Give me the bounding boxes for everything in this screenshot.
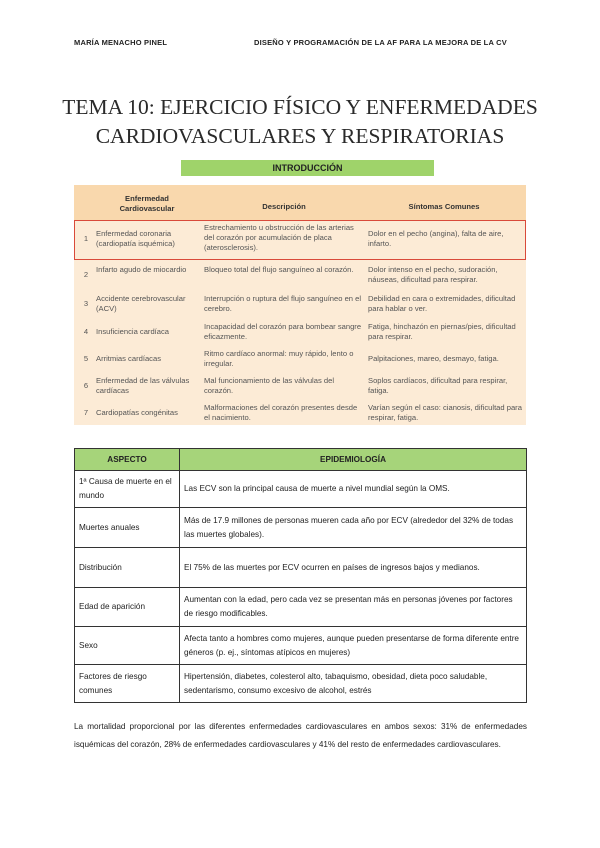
disease-name: Enfermedad de las válvulas cardíacas <box>96 376 190 395</box>
diseases-table <box>74 185 526 425</box>
header-epidemiologia: EPIDEMIOLOGÍA <box>180 449 527 471</box>
row-number: 2 <box>83 270 89 279</box>
row-highlight <box>74 220 526 260</box>
disease-description: Interrupción o ruptura del flujo sanguíneo en el cerebro. <box>204 294 362 313</box>
epidemiology-cell: Hipertensión, diabetes, colesterol alto, tabaquismo, obesidad, dieta poco saludable, sedentarismo, consumo excesivo de alcohol, estrés <box>180 665 527 703</box>
aspect-cell: Factores de riesgo comunes <box>75 665 180 703</box>
disease-symptoms: Varían según el caso: cianosis, dificultad para respirar, fatiga. <box>368 403 522 422</box>
table-row <box>75 508 527 548</box>
epidemiology-cell: Aumentan con la edad, pero cada vez se presentan más en personas jóvenes por factores de riesgo modificables. <box>180 588 527 627</box>
disease-name: Enfermedad coronaria (cardiopatía isquémica) <box>96 229 175 248</box>
table-row <box>75 548 527 588</box>
aspect-cell: Muertes anuales <box>75 508 180 548</box>
header-course: DISEÑO Y PROGRAMACIÓN DE LA AF PARA LA MEJORA DE LA CV <box>254 38 507 47</box>
disease-symptoms: Dolor intenso en el pecho, sudoración, náuseas, dificultad para respirar. <box>368 265 498 284</box>
disease-name: Accidente cerebrovascular (ACV) <box>96 294 186 313</box>
header-descripcion: Descripción <box>262 202 306 211</box>
row-number: 6 <box>83 381 89 390</box>
disease-description: Incapacidad del corazón para bombear sangre eficazmente. <box>204 322 362 341</box>
section-label-introduccion: INTRODUCCIÓN <box>181 160 434 176</box>
row-number: 3 <box>83 299 89 308</box>
aspect-cell: Sexo <box>75 627 180 665</box>
disease-description: Ritmo cardíaco anormal: muy rápido, lento o irregular. <box>204 349 354 368</box>
header-author: MARÍA MENACHO PINEL <box>74 38 168 47</box>
page-title <box>0 93 600 151</box>
disease-symptoms: Debilidad en cara o extremidades, dificultad para hablar o ver. <box>368 294 516 313</box>
header-sintomas: Síntomas Comunes <box>408 202 480 211</box>
disease-description: Estrechamiento u obstrucción de las arterias del corazón por acumulación de placa (aterosclerosis). <box>204 223 354 252</box>
header-enfermedad: Enfermedad Cardiovascular <box>119 194 175 213</box>
disease-symptoms: Dolor en el pecho (angina), falta de aire, infarto. <box>368 229 504 248</box>
epidemiology-header-row <box>75 449 527 471</box>
table-row <box>75 665 527 703</box>
disease-name: Insuficiencia cardíaca <box>96 327 170 336</box>
header-aspecto: ASPECTO <box>75 449 180 471</box>
row-number: 7 <box>83 408 89 417</box>
mortality-paragraph: La mortalidad proporcional por las diferentes enfermedades cardiovasculares en ambos sexos: 31% de enfermedades isquémicas del corazón, 28% de enfermedades cardiovasculares y 41% del resto de enfermedades cardiovasculares. <box>74 722 527 749</box>
disease-symptoms: Fatiga, hinchazón en piernas/pies, dificultad para respirar. <box>368 322 516 341</box>
epidemiology-cell: Las ECV son la principal causa de muerte a nivel mundial según la OMS. <box>180 471 527 508</box>
table-row <box>75 588 527 627</box>
disease-description: Bloqueo total del flujo sanguíneo al corazón. <box>204 265 354 274</box>
disease-symptoms: Soplos cardíacos, dificultad para respirar, fatiga. <box>368 376 508 395</box>
disease-name: Infarto agudo de miocardio <box>96 265 187 274</box>
aspect-cell: Distribución <box>75 548 180 588</box>
aspect-cell: Edad de aparición <box>75 588 180 627</box>
table-row <box>75 627 527 665</box>
epidemiology-cell: Afecta tanto a hombres como mujeres, aunque pueden presentarse de forma diferente entre géneros (p. ej., síntomas atípicos en mujeres) <box>180 627 527 665</box>
disease-name: Arritmias cardíacas <box>96 354 161 363</box>
row-number: 1 <box>83 234 89 243</box>
row-number: 5 <box>83 354 89 363</box>
epidemiology-cell: Más de 17.9 millones de personas mueren cada año por ECV (alrededor del 32% de todas las muertes globales). <box>180 508 527 548</box>
disease-description: Malformaciones del corazón presentes desde el nacimiento. <box>204 403 358 422</box>
diseases-table-header <box>74 185 526 220</box>
disease-description: Mal funcionamiento de las válvulas del corazón. <box>204 376 335 395</box>
title-line-1: TEMA 10: EJERCICIO FÍSICO Y ENFERMEDADES <box>62 95 538 119</box>
aspect-cell: 1ª Causa de muerte en el mundo <box>75 471 180 508</box>
epidemiology-cell: El 75% de las muertes por ECV ocurren en países de ingresos bajos y medianos. <box>180 548 527 588</box>
row-number: 4 <box>83 327 89 336</box>
table-row <box>75 471 527 508</box>
disease-name: Cardiopatías congénitas <box>96 408 178 417</box>
epidemiology-table <box>74 448 527 703</box>
title-line-2: CARDIOVASCULARES Y RESPIRATORIAS <box>95 124 505 148</box>
disease-symptoms: Palpitaciones, mareo, desmayo, fatiga. <box>368 354 499 363</box>
